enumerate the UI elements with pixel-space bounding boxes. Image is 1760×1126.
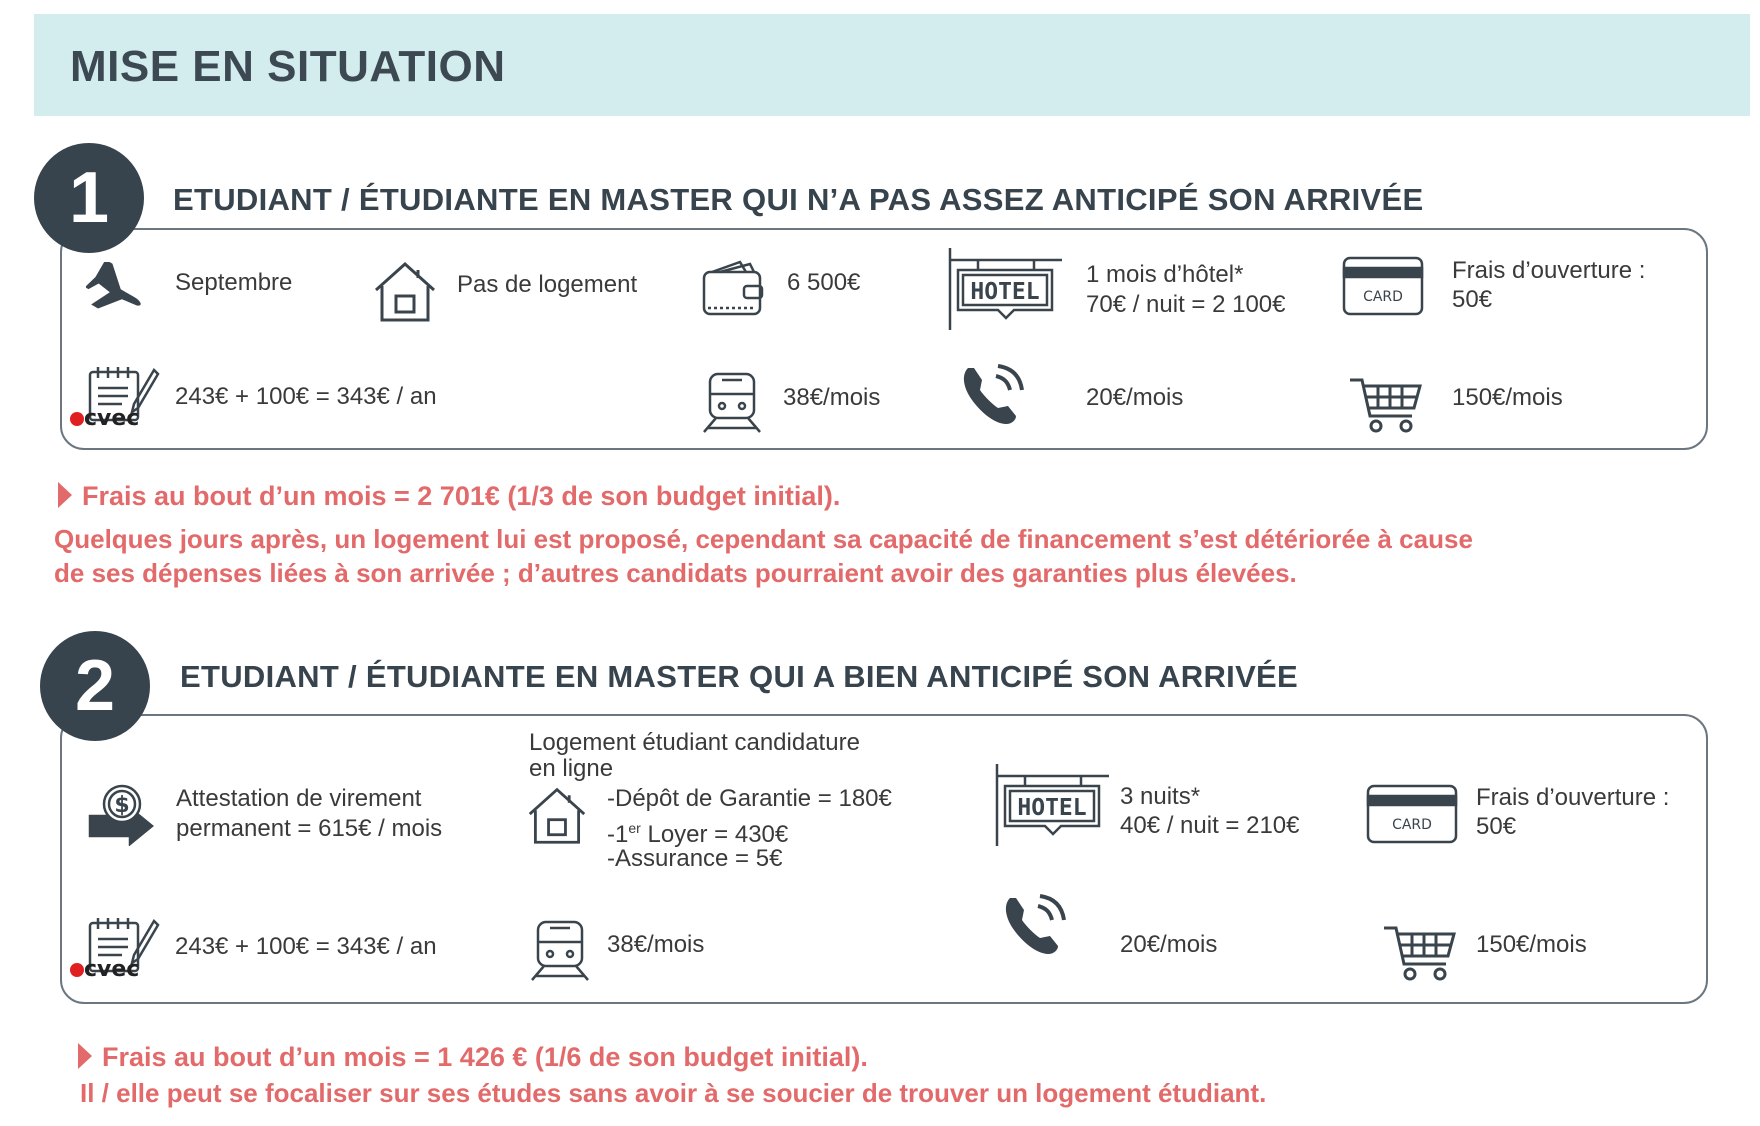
shopping-cart-icon — [1348, 376, 1424, 434]
svg-text:HOTEL: HOTEL — [970, 279, 1040, 305]
page-header — [34, 14, 1750, 116]
airplane-icon — [86, 262, 150, 318]
bank-card-icon — [1366, 784, 1458, 846]
section-1-note-line-1: Quelques jours après, un logement lui est proposé, cependant sa capacité de financement s’est détériorée à cause — [54, 524, 1473, 554]
month-text: Septembre — [175, 269, 293, 296]
hotel-sign-icon — [995, 762, 1111, 848]
transport-cost: 38€/mois — [607, 931, 705, 958]
shopping-cart-icon — [1382, 924, 1458, 982]
train-icon — [528, 918, 592, 984]
housing-text: Pas de logement — [457, 271, 638, 298]
transport-cost: 38€/mois — [783, 384, 881, 411]
transfer-label: Attestation de virement — [176, 785, 422, 812]
section-1-title: ETUDIANT / ÉTUDIANTE EN MASTER QUI N’A PAS ASSEZ ANTICIPÉ SON ARRIVÉE — [173, 182, 1424, 217]
section-1-number: 1 — [34, 143, 144, 253]
section-2-note: Il / elle peut se focaliser sur ses études sans avoir à se soucier de trouver un logement étudiant. — [80, 1078, 1267, 1108]
svg-text:HOTEL: HOTEL — [1017, 795, 1087, 821]
hotel-duration: 3 nuits* — [1120, 783, 1201, 810]
money-transfer-icon — [86, 782, 156, 846]
section-1-summary: Frais au bout d’un mois = 2 701€ (1/3 de son budget initial). — [58, 481, 840, 512]
shopping-cost: 150€/mois — [1476, 931, 1587, 958]
svg-text:$: $ — [114, 793, 130, 818]
section-2-number: 2 — [40, 631, 150, 741]
section-1-note-line-2: de ses dépenses liées à son arrivée ; d’autres candidats pourraient avoir des garanties plus élevées. — [54, 558, 1297, 588]
bank-card-icon — [1342, 256, 1424, 318]
svg-text:CARD: CARD — [1392, 817, 1432, 833]
phone-icon — [1000, 890, 1070, 960]
student-housing-title-2: en ligne — [529, 755, 614, 782]
cvec-cost: 243€ + 100€ = 343€ / an — [175, 933, 437, 960]
phone-icon — [958, 360, 1028, 430]
page-title: MISE EN SITUATION — [70, 42, 506, 91]
opening-fees-value: 50€ — [1476, 813, 1517, 840]
hotel-duration: 1 mois d’hôtel* — [1086, 261, 1244, 288]
triangle-bullet-icon — [78, 1043, 92, 1069]
opening-fees-label: Frais d’ouverture : — [1476, 784, 1670, 811]
cvec-logo: cvec — [76, 915, 162, 989]
triangle-bullet-icon — [58, 482, 72, 508]
hotel-sign-icon — [948, 246, 1064, 332]
first-rent-text: -1er Loyer = 430€ — [607, 820, 789, 848]
budget-text: 6 500€ — [787, 269, 861, 296]
phone-cost: 20€/mois — [1086, 384, 1184, 411]
cvec-cost: 243€ + 100€ = 343€ / an — [175, 383, 437, 410]
svg-text:CARD: CARD — [1363, 289, 1403, 305]
deposit-text: -Dépôt de Garantie = 180€ — [607, 785, 892, 812]
train-icon — [700, 370, 764, 436]
student-housing-title: Logement étudiant candidature — [529, 729, 860, 756]
cvec-logo: cvec — [76, 364, 162, 438]
hotel-cost: 40€ / nuit = 210€ — [1120, 812, 1300, 839]
shopping-cost: 150€/mois — [1452, 384, 1563, 411]
house-icon — [526, 784, 588, 846]
section-2-summary: Frais au bout d’un mois = 1 426 € (1/6 de son budget initial). — [78, 1042, 868, 1073]
wallet-icon — [700, 256, 766, 322]
opening-fees-value: 50€ — [1452, 286, 1493, 313]
phone-cost: 20€/mois — [1120, 931, 1218, 958]
opening-fees-label: Frais d’ouverture : — [1452, 257, 1646, 284]
transfer-amount: permanent = 615€ / mois — [176, 815, 443, 842]
house-icon — [372, 258, 438, 324]
hotel-cost: 70€ / nuit = 2 100€ — [1086, 291, 1286, 318]
insurance-text: -Assurance = 5€ — [607, 845, 783, 872]
section-2-title: ETUDIANT / ÉTUDIANTE EN MASTER QUI A BIEN ANTICIPÉ SON ARRIVÉE — [180, 659, 1299, 694]
